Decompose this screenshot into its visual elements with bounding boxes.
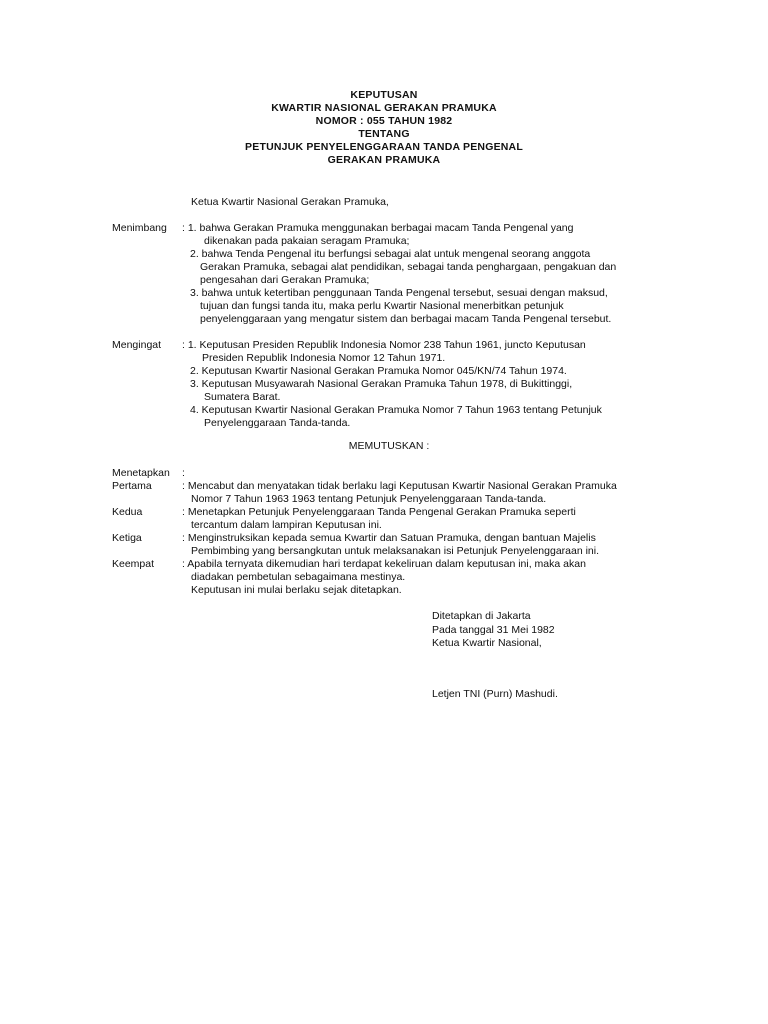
menimbang-line: dikenakan pada pakaian seragam Pramuka;: [204, 235, 410, 247]
opening-line: Ketua Kwartir Nasional Gerakan Pramuka,: [191, 196, 389, 208]
menimbang-line: 3. bahwa untuk ketertiban penggunaan Tanda Pengenal tersebut, sesuai dengan maksud,: [190, 287, 608, 299]
ketiga-line: : Menginstruksikan kepada semua Kwartir dan Satuan Pramuka, dengan bantuan Majelis: [182, 532, 596, 544]
menimbang-line: pengesahan dari Gerakan Pramuka;: [200, 274, 370, 286]
kedua-line: tercantum dalam lampiran Keputusan ini.: [191, 519, 382, 531]
mengingat-line: Presiden Republik Indonesia Nomor 12 Tahun 1971.: [202, 352, 446, 364]
ketiga-label: Ketiga: [112, 532, 142, 544]
menimbang-line: tujuan dan fungsi tanda itu, maka perlu Kwartir Nasional menerbitkan petunjuk: [200, 300, 564, 312]
decree-subject-2: GERAKAN PRAMUKA: [327, 154, 441, 166]
decree-number: NOMOR : 055 TAHUN 1982: [315, 115, 453, 127]
mengingat-line: 4. Keputusan Kwartir Nasional Gerakan Pramuka Nomor 7 Tahun 1963 tentang Petunjuk: [190, 404, 602, 416]
menimbang-line: penyelenggaraan yang mengatur sistem dan berbagai macam Tanda Pengenal tersebut.: [200, 313, 612, 325]
decree-issuer: KWARTIR NASIONAL GERAKAN PRAMUKA: [271, 102, 497, 114]
memutuskan-heading: MEMUTUSKAN :: [348, 440, 430, 452]
menetapkan-label: Menetapkan: [112, 467, 170, 479]
mengingat-line: : 1. Keputusan Presiden Republik Indonesia Nomor 238 Tahun 1961, juncto Keputusan: [182, 339, 586, 351]
pertama-line: : Mencabut dan menyatakan tidak berlaku lagi Keputusan Kwartir Nasional Gerakan Pramuka: [182, 480, 617, 492]
mengingat-line: Penyelenggaraan Tanda-tanda.: [204, 417, 351, 429]
keempat-line: Keputusan ini mulai berlaku sejak ditetapkan.: [191, 584, 402, 596]
decree-subject: PETUNJUK PENYELENGGARAAN TANDA PENGENAL: [245, 141, 523, 153]
signatory-name: Letjen TNI (Purn) Mashudi.: [432, 688, 558, 700]
kedua-label: Kedua: [112, 506, 143, 518]
menimbang-line: 2. bahwa Tenda Pengenal itu berfungsi sebagai alat untuk mengenal seorang anggota: [190, 248, 591, 260]
menimbang-line: Gerakan Pramuka, sebagai alat pendidikan, sebagai tanda penghargaan, pengakuan dan: [200, 261, 617, 273]
mengingat-line: Sumatera Barat.: [204, 391, 281, 403]
mengingat-line: 2. Keputusan Kwartir Nasional Gerakan Pramuka Nomor 045/KN/74 Tahun 1974.: [190, 365, 567, 377]
keempat-line: diadakan pembetulan sebagaimana mestinya.: [191, 571, 406, 583]
mengingat-label: Mengingat: [112, 339, 162, 351]
keempat-line: : Apabila ternyata dikemudian hari terdapat kekeliruan dalam keputusan ini, maka akan: [182, 558, 586, 570]
kedua-line: : Menetapkan Petunjuk Penyelenggaraan Tanda Pengenal Gerakan Pramuka seperti: [182, 506, 576, 518]
signature-place: Ditetapkan di Jakarta: [432, 610, 531, 622]
signature-title: Ketua Kwartir Nasional,: [432, 637, 542, 649]
menimbang-label: Menimbang: [112, 222, 167, 234]
decree-tentang: TENTANG: [358, 128, 410, 140]
ketiga-line: Pembimbing yang bersangkutan untuk melaksanakan isi Petunjuk Penyelenggaraan ini.: [191, 545, 600, 557]
pertama-label: Pertama: [112, 480, 152, 492]
signature-date: Pada tanggal 31 Mei 1982: [432, 624, 555, 636]
pertama-line: Nomor 7 Tahun 1963 1963 tentang Petunjuk Penyelenggaraan Tanda-tanda.: [191, 493, 547, 505]
menetapkan-colon: :: [182, 467, 185, 479]
menimbang-line: : 1. bahwa Gerakan Pramuka menggunakan berbagai macam Tanda Pengenal yang: [182, 222, 574, 234]
decree-title: KEPUTUSAN: [350, 89, 418, 101]
mengingat-line: 3. Keputusan Musyawarah Nasional Gerakan Pramuka Tahun 1978, di Bukittinggi,: [190, 378, 573, 390]
keempat-label: Keempat: [112, 558, 155, 570]
